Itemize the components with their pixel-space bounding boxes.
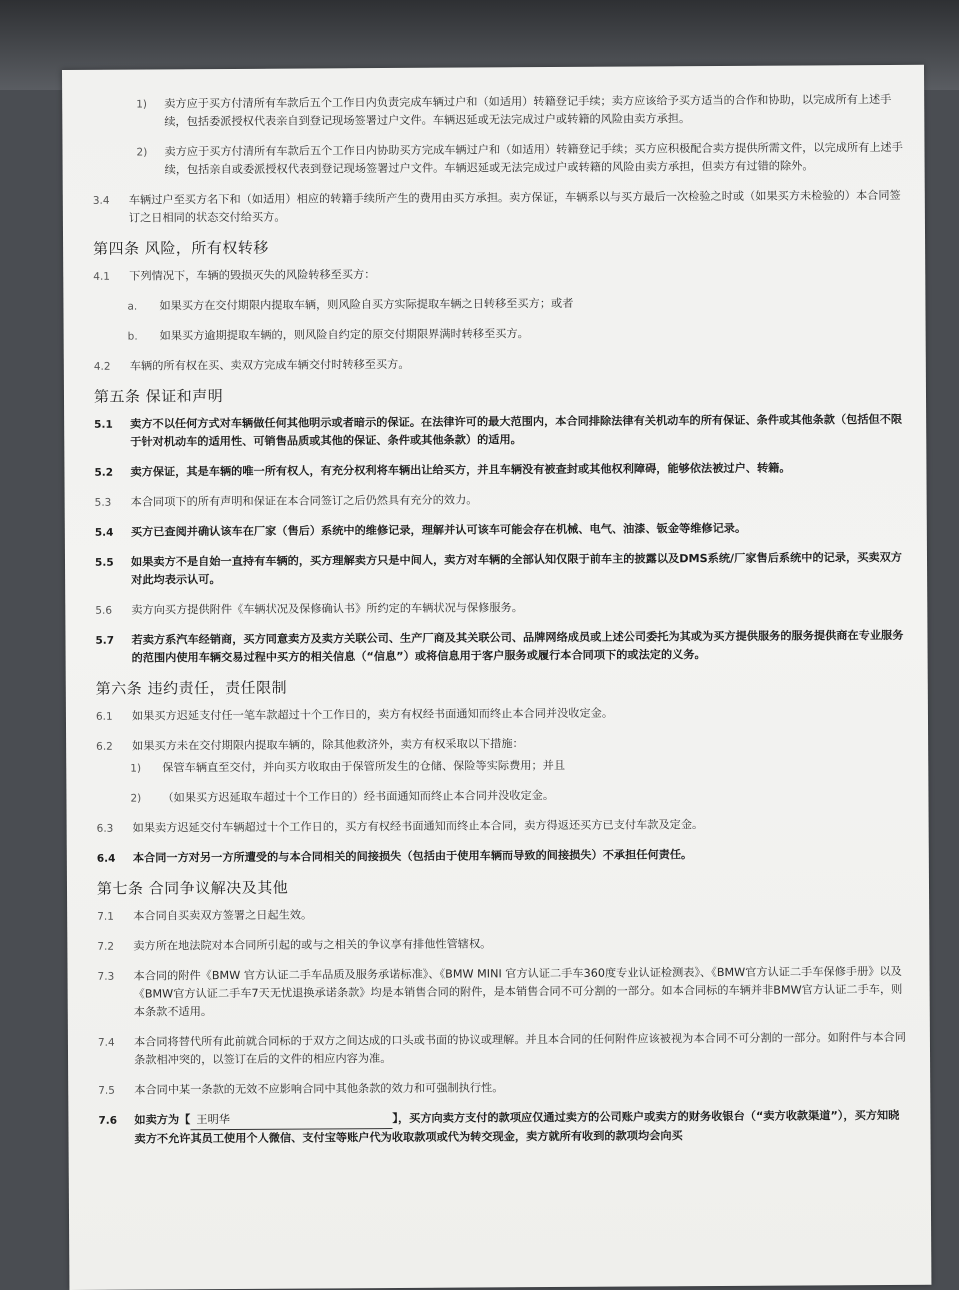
clause-7-3 (97, 963, 909, 1022)
item-number: b. (127, 330, 138, 343)
clause-4-1 (93, 263, 905, 286)
clause-number: 4.1 (93, 270, 111, 283)
clause-number: 7.3 (97, 970, 115, 983)
clause-number: 6.3 (96, 822, 114, 835)
clause-number: 4.2 (93, 360, 111, 373)
item-text: 如果买方在交付期限内提取车辆，则风险自买方实际提取车辆之日转移至买方；或者 (159, 296, 574, 313)
item-text: 保管车辆直至交付，并向买方收取由于保管所发生的仓储、保险等实际费用；并且 (162, 758, 566, 775)
clause-4-2 (94, 353, 906, 376)
item-text: 如果买方逾期提取车辆的，则风险自约定的原交付期限界满时转移至买方。 (159, 327, 529, 343)
clause-text: 买方已查阅并确认该车在厂家（售后）系统中的维修记录，理解并认可该车可能会存在机械、电气、油漆、钣金等维修记录。 (130, 521, 747, 539)
clause-number: 6.1 (95, 710, 113, 723)
clause-number: 6.2 (96, 740, 113, 753)
clause-6-2-item-1 (130, 755, 908, 778)
item-number: a. (127, 300, 138, 313)
clause-3-3-item-1 (92, 91, 904, 132)
clause-number: 7.6 (98, 1114, 118, 1127)
clause-text (134, 1107, 910, 1149)
article-4-title: 第四条 风险，所有权转移 (93, 238, 269, 258)
clause-text: 如果卖方迟延交付车辆超过十个工作日的，买方有权经书面通知而终止本合同，卖方得返还买方已支付车款及定金。 (132, 818, 704, 835)
clause-number: 7.1 (97, 910, 114, 923)
clause-3-3-item-2 (92, 139, 904, 180)
clause-5-4 (95, 519, 907, 542)
clause-7-6 (98, 1107, 910, 1149)
clause-text: 下列情况下，车辆的毁损灭失的风险转移至买方： (129, 268, 376, 283)
article-7-title: 第七条 合同争议解决及其他 (96, 878, 289, 898)
item-number: 2) (136, 146, 148, 159)
clause-text: 车辆的所有权在买、卖双方完成车辆交付时转移至买方。 (129, 357, 410, 373)
clause-number: 5.1 (94, 418, 113, 431)
clause-3-4 (93, 187, 905, 228)
clause-text: 本合同项下的所有声明和保证在本合同签订之后仍然具有充分的效力。 (130, 493, 478, 509)
clause-number: 7.2 (97, 940, 115, 953)
clause-number: 5.2 (94, 466, 114, 479)
clause-number: 7.5 (98, 1084, 115, 1097)
clause-5-3 (95, 489, 907, 512)
clause-text: 卖方所在地法院对本合同所引起的或与之相关的争议享有排他性管辖权。 (133, 937, 492, 953)
clause-text: 本合同的附件《BMW 官方认证二手车品质及服务承诺标准》、《BMW MINI 官方认证二手车360度专业认证检测表》、《BMW官方认证二手车保修手册》以及《BMW官方认证二手车7天无忧退换承诺条款》均是本销售合同的附件，是本销售合同不可分割的一部分。如本合同标的车辆并非BMW官方认证二手车，则本条款不适用。 (133, 964, 903, 1019)
clause-text: 如果买方未在交付期限内提取车辆的，除其他救济外，卖方有权采取以下措施： (132, 737, 524, 753)
clause-7-5 (98, 1077, 910, 1100)
clause-6-2-item-2 (130, 785, 908, 808)
clause-text: 如果卖方不是自始一直持有车辆的，买方理解卖方只是中间人，卖方对车辆的全部认知仅限于前车主的披露以及DMS系统/厂家售后系统中的记录，买卖双方对此均表示认可。 (130, 550, 902, 587)
clause-7-1 (97, 903, 909, 926)
clause-text: 本合同将替代所有此前就合同标的于双方之间达成的口头或书面的协议或理解。并且本合同的任何附件应该被视为本合同不可分割的一部分。如附件与本合同条款相冲突的，以签订在后的文件的相应内容为准。 (133, 1030, 906, 1067)
clause-6-4 (97, 845, 909, 868)
clause-text: 本合同中某一条款的无效不应影响合同中其他条款的效力和可强制执行性。 (134, 1081, 504, 1097)
item-text: 卖方应于买方付清所有车款后五个工作日内协助买方完成车辆过户和（如适用）转籍登记手续；买方应积极配合卖方提供所需文件，以完成所有上述手续，包括亲自或委派授权代表到登记现场签署过户文件。车辆迟延或无法完成过户或转籍的风险由卖方承担，但卖方有过错的除外。 (164, 140, 903, 177)
seller-suffix: 】，买方向卖方支付的款项应仅通过卖方的公司账户或卖方的财务收银台（“卖方收款渠道”），买方知晓卖方不允许其员工使用个人微信、支付宝等账户代为收取款项或代为转交现金，卖方就所有收到的款项均会向买 (134, 1108, 900, 1146)
clause-number: 5.7 (95, 634, 115, 647)
clause-text: 如果买方迟延支付任一笔车款超过十个工作日的，卖方有权经书面通知而终止本合同并没收定金。 (131, 706, 614, 723)
clause-text: 卖方向买方提供附件《车辆状况及保修确认书》所约定的车辆状况与保修服务。 (131, 601, 523, 617)
clause-5-5 (95, 549, 907, 590)
item-text: 卖方应于买方付清所有车款后五个工作日内负责完成车辆过户和（如适用）转籍登记手续；卖方应该给予买方适当的合作和协助，以完成所有上述手续，包括委派授权代表亲自到登记现场签署过户文件。车辆迟延或无法完成过户或转籍的风险由卖方承担。 (164, 92, 892, 129)
clause-4-1-item-b (128, 323, 906, 346)
contract-page (62, 65, 931, 1290)
clause-number: 5.5 (94, 556, 114, 569)
clause-5-6 (95, 597, 907, 620)
clause-7-2 (97, 933, 909, 956)
article-5-title: 第五条 保证和声明 (93, 387, 224, 406)
clause-text: 卖方不以任何方式对车辆做任何其他明示或者暗示的保证。在法律许可的最大范围内，本合同排除法律有关机动车的所有保证、条件或其他条款（包括但不限于针对机动车的适用性、可销售品质或其他的保证、条件或其他条款）的适用。 (130, 412, 903, 449)
clause-6-2 (96, 733, 908, 756)
seller-name-field: 王明华 (190, 1110, 392, 1130)
clause-text: 卖方保证，其是车辆的唯一所有权人，有充分权利将车辆出让给买方，并且车辆没有被查封或其他权利障碍，能够依法被过户、转籍。 (130, 461, 791, 479)
clause-5-2 (94, 459, 906, 482)
clause-number: 5.4 (94, 526, 114, 539)
clause-number: 6.4 (96, 852, 116, 865)
item-number: 1) (136, 98, 148, 111)
clause-text: 本合同一方对另一方所遭受的与本合同相关的间接损失（包括由于使用车辆而导致的间接损失）不承担任何责任。 (132, 848, 693, 865)
article-6-title: 第六条 违约责任，责任限制 (95, 678, 288, 698)
contract-content (92, 91, 910, 1161)
item-text: （如果买方迟延取车超过十个工作日的）经书面通知而终止本合同并没收定金。 (162, 789, 555, 805)
clause-6-1 (96, 703, 908, 726)
clause-text: 车辆过户至买方名下和（如适用）相应的转籍手续所产生的费用由买方承担。卖方保证，车辆系以与买方最后一次检验之时或（如果买方未检验的）本合同签订之日相同的状态交付给买方。 (128, 188, 901, 225)
clause-number: 3.4 (92, 194, 110, 207)
clause-4-1-item-a (127, 293, 905, 316)
clause-number: 5.3 (94, 496, 112, 509)
clause-5-1 (94, 411, 906, 452)
seller-prefix: 如卖方为【 (134, 1113, 191, 1127)
clause-5-7 (95, 627, 907, 668)
clause-number: 7.4 (97, 1036, 115, 1049)
clause-7-4 (98, 1029, 910, 1070)
clause-number: 5.6 (95, 604, 113, 617)
clause-text: 本合同自买卖双方签署之日起生效。 (133, 908, 313, 923)
item-number: 1) (130, 762, 142, 775)
item-number: 2) (130, 792, 142, 805)
clause-text: 若卖方系汽车经销商，买方同意卖方及卖方关联公司、生产厂商及其关联公司、品牌网络成员或上述公司委托为其或为买方提供服务的服务提供商在专业服务的范围内使用车辆交易过程中买方的相关信息（“信息”）或将信息用于客户服务或履行本合同项下的或法定的义务。 (131, 628, 904, 665)
clause-6-3 (97, 815, 909, 838)
